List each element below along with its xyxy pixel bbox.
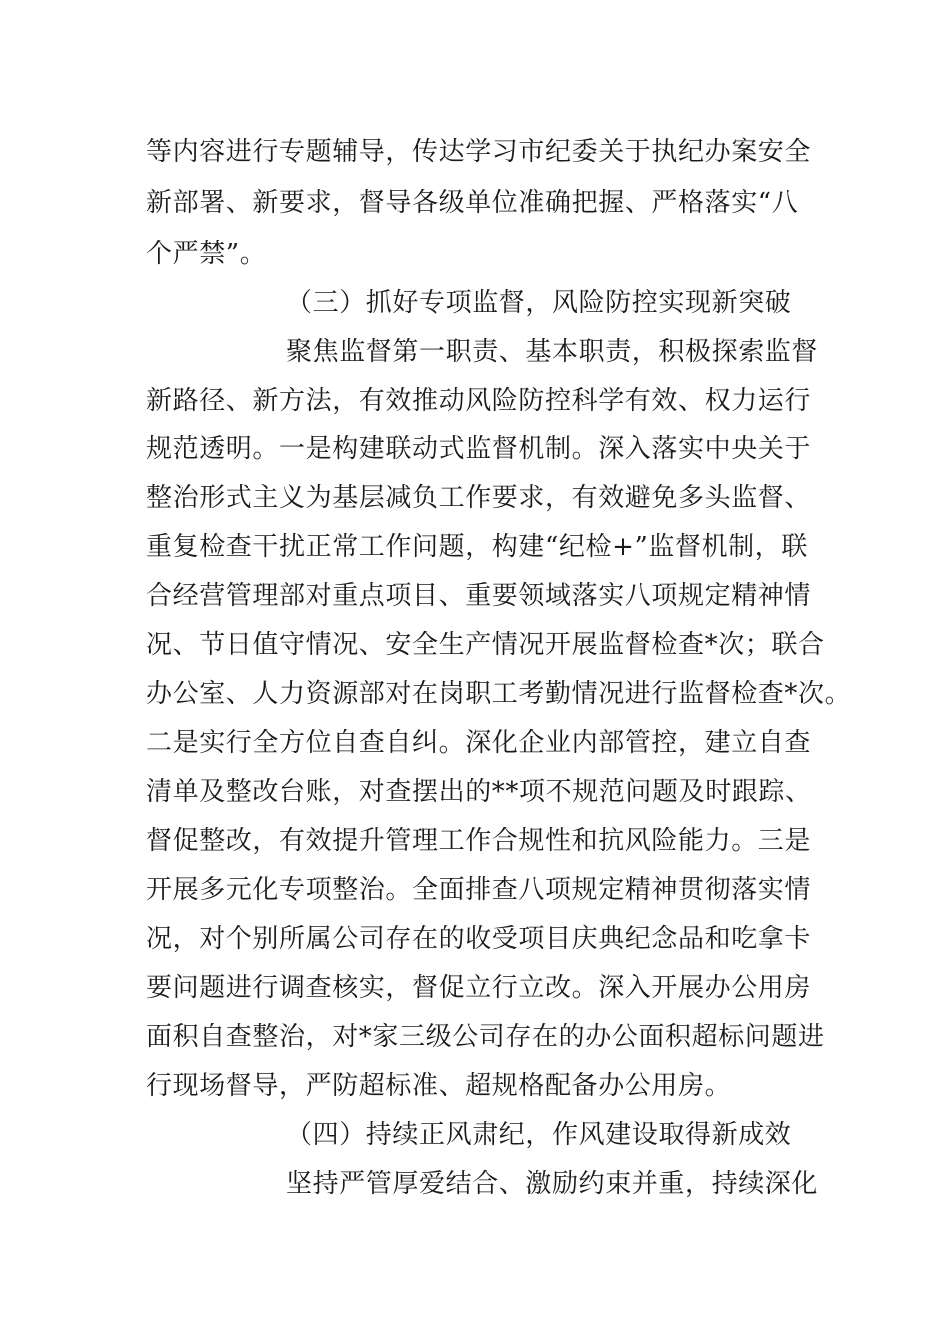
text-line-6: 新路径、新方法，有效推动风险防控科学有效、权力运行 bbox=[146, 386, 812, 416]
text-line-14: 清单及整改台账，对查摆出的**项不规范问题及时跟踪、 bbox=[146, 777, 812, 807]
section-heading-3: （三）抓好专项监督，风险防控实现新突破 bbox=[286, 288, 792, 318]
text-line-17: 况，对个别所属公司存在的收受项目庆典纪念品和吃拿卡 bbox=[146, 924, 812, 954]
text-line-7: 规范透明。一是构建联动式监督机制。深入落实中央关于 bbox=[146, 434, 812, 464]
text-line-5: 聚焦监督第一职责、基本职责，积极探索监督 bbox=[286, 337, 819, 367]
text-line-10: 合经营管理部对重点项目、重要领域落实八项规定精神情 bbox=[146, 581, 812, 611]
text-line-16: 开展多元化专项整治。全面排查八项规定精神贯彻落实情 bbox=[146, 875, 812, 905]
text-line-1: 等内容进行专题辅导，传达学习市纪委关于执纪办案安全 bbox=[146, 137, 812, 167]
text-line-2: 新部署、新要求，督导各级单位准确把握、严格落实“八 bbox=[146, 188, 799, 218]
text-line-22: 坚持严管厚爱结合、激励约束并重，持续深化 bbox=[286, 1169, 819, 1199]
section-heading-4: （四）持续正风肃纪，作风建设取得新成效 bbox=[286, 1120, 792, 1150]
text-line-9: 重复检查干扰正常工作问题，构建“纪检+”监督机制，联 bbox=[146, 532, 808, 562]
text-line-15: 督促整改，有效提升管理工作合规性和抗风险能力。三是 bbox=[146, 826, 812, 856]
text-line-12: 办公室、人力资源部对在岗职工考勤情况进行监督检查*次。 bbox=[146, 679, 852, 709]
text-line-20: 行现场督导，严防超标准、超规格配备办公用房。 bbox=[146, 1071, 732, 1101]
text-line-8: 整治形式主义为基层减负工作要求，有效避免多头监督、 bbox=[146, 483, 812, 513]
text-line-13: 二是实行全方位自查自纠。深化企业内部管控，建立自查 bbox=[146, 728, 812, 758]
text-line-18: 要问题进行调查核实，督促立行立改。深入开展办公用房 bbox=[146, 973, 812, 1003]
text-line-11: 况、节日值守情况、安全生产情况开展监督检查*次；联合 bbox=[146, 630, 825, 660]
text-line-3: 个严禁”。 bbox=[146, 239, 267, 269]
text-line-19: 面积自查整治，对*家三级公司存在的办公面积超标问题进 bbox=[146, 1022, 825, 1052]
